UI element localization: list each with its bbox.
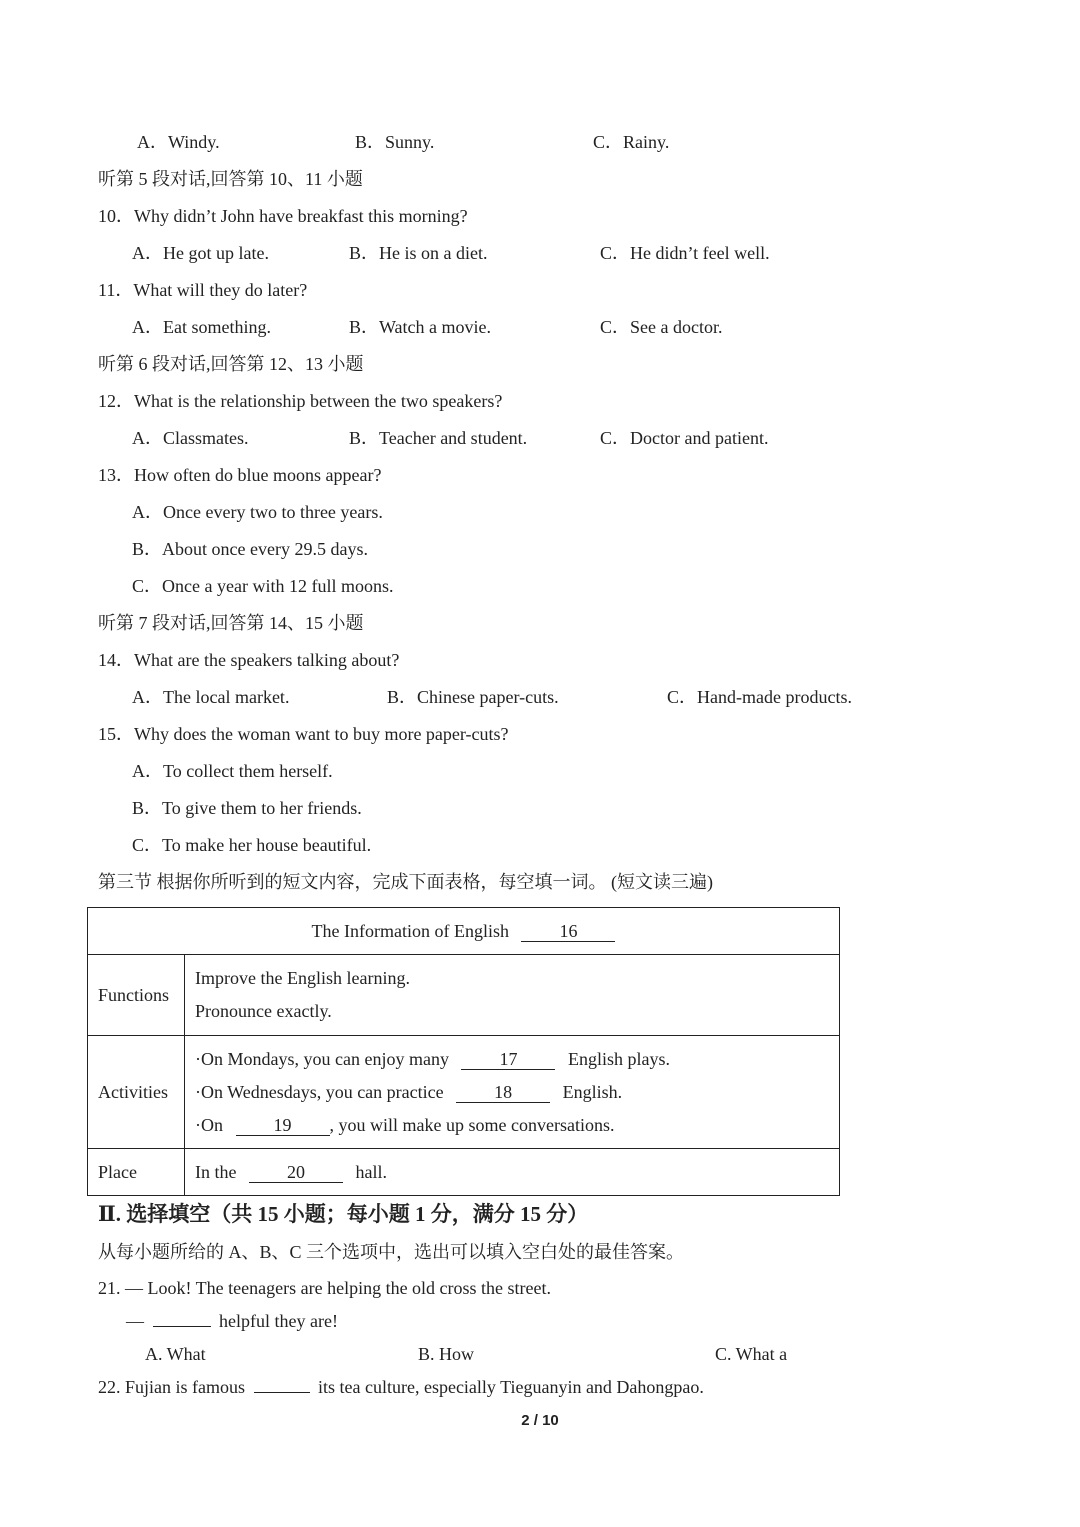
blank-17: 17 [461,1049,555,1070]
q14-option-b: B．Chinese paper-cuts. [387,687,559,707]
section-6-instruction: 听第 6 段对话,回答第 12、13 小题 [98,354,364,374]
blank-20: 20 [249,1162,343,1183]
q11-option-a: A．Eat something. [132,317,271,337]
q11-option-c: C．See a doctor. [600,317,723,337]
question-22 [98,1375,704,1399]
question-11: 11．What will they do later? [98,280,308,300]
table-row-functions [88,955,840,1036]
activity-3-text: ·On [195,1114,223,1135]
blank-19: 19 [236,1115,330,1136]
q15-option-b: B．To give them to her friends. [132,798,362,818]
q14-option-a: A．The local market. [132,687,290,707]
activity-2-tail: English. [562,1081,623,1102]
q21-option-a: A. What [145,1344,206,1364]
section-7-instruction: 听第 7 段对话,回答第 14、15 小题 [98,613,364,633]
blank-21 [153,1326,211,1327]
q12-option-b: B．Teacher and student. [349,428,528,448]
question-12: 12．What is the relationship between the two speakers? [98,391,503,411]
place-label: Place [88,1149,185,1196]
q22-tail: its tea culture, especially Tieguanyin and Dahongpao. [318,1377,704,1397]
place-text: In the [195,1161,237,1182]
question-13: 13．How often do blue moons appear? [98,465,382,485]
place-cell [185,1149,840,1196]
activity-item [195,1076,829,1109]
table-row-activities [88,1036,840,1149]
q15-option-c: C．To make her house beautiful. [132,835,372,855]
activity-3-tail: , you will make up some conversations. [329,1114,615,1135]
q10-option-c: C．He didn’t feel well. [600,243,770,263]
q9-option-a: A．Windy. [137,132,220,152]
dash: — [126,1311,144,1331]
table-row-place [88,1149,840,1196]
part-2-instructions: 从每小题所给的 A、B、C 三个选项中，选出可以填入空白处的最佳答案。 [98,1242,685,1262]
info-table [87,907,840,1196]
table-title-text: The Information of English [311,920,509,941]
q9-option-c: C．Rainy. [593,132,670,152]
functions-cell [185,955,840,1036]
q12-option-c: C．Doctor and patient. [600,428,769,448]
blank-18: 18 [456,1082,550,1103]
functions-label: Functions [88,955,185,1036]
q21-option-c: C. What a [715,1344,788,1364]
blank-22 [254,1392,310,1393]
q22-text: 22. Fujian is famous [98,1377,245,1397]
question-10: 10．Why didn’t John have breakfast this morning? [98,206,468,226]
page-number: 2 / 10 [521,1412,559,1429]
part-3-instruction: 第三节 根据你所听到的短文内容，完成下面表格，每空填一词。 (短文读三遍) [98,872,713,892]
q21-option-b: B. How [418,1344,475,1364]
q11-option-b: B．Watch a movie. [349,317,492,337]
q12-option-a: A．Classmates. [132,428,249,448]
question-21: 21. — Look! The teenagers are helping the old cross the street. [98,1278,552,1298]
question-15: 15．Why does the woman want to buy more paper-cuts? [98,724,509,744]
q13-option-c: C．Once a year with 12 full moons. [132,576,394,596]
place-tail: hall. [355,1161,387,1182]
activity-item [195,1109,829,1142]
activity-2-text: ·On Wednesdays, you can practice [195,1081,444,1102]
blank-16: 16 [521,921,615,942]
function-item: Pronounce exactly. [195,1001,332,1021]
part-2-title: Ⅱ. 选择填空（共 15 小题；每小题 1 分，满分 15 分） [98,1202,589,1226]
activity-1-tail: English plays. [567,1048,670,1069]
activity-1-text: ·On Mondays, you can enjoy many [195,1048,449,1069]
activity-item [195,1043,829,1076]
activities-cell [185,1036,840,1149]
q15-option-a: A．To collect them herself. [132,761,333,781]
q9-option-b: B．Sunny. [355,132,435,152]
section-5-instruction: 听第 5 段对话,回答第 10、11 小题 [98,169,363,189]
table-title [88,908,840,955]
q13-option-a: A．Once every two to three years. [132,502,383,522]
q10-option-b: B．He is on a diet. [349,243,488,263]
question-21-reply [126,1309,338,1333]
question-14: 14．What are the speakers talking about? [98,650,400,670]
table-header-row [88,908,840,955]
activities-label: Activities [88,1036,185,1149]
q13-option-b: B．About once every 29.5 days. [132,539,368,559]
q10-option-a: A．He got up late. [132,243,269,263]
q14-option-c: C．Hand-made products. [667,687,852,707]
function-item: Improve the English learning. [195,968,410,988]
reply-text: helpful they are! [219,1311,338,1331]
